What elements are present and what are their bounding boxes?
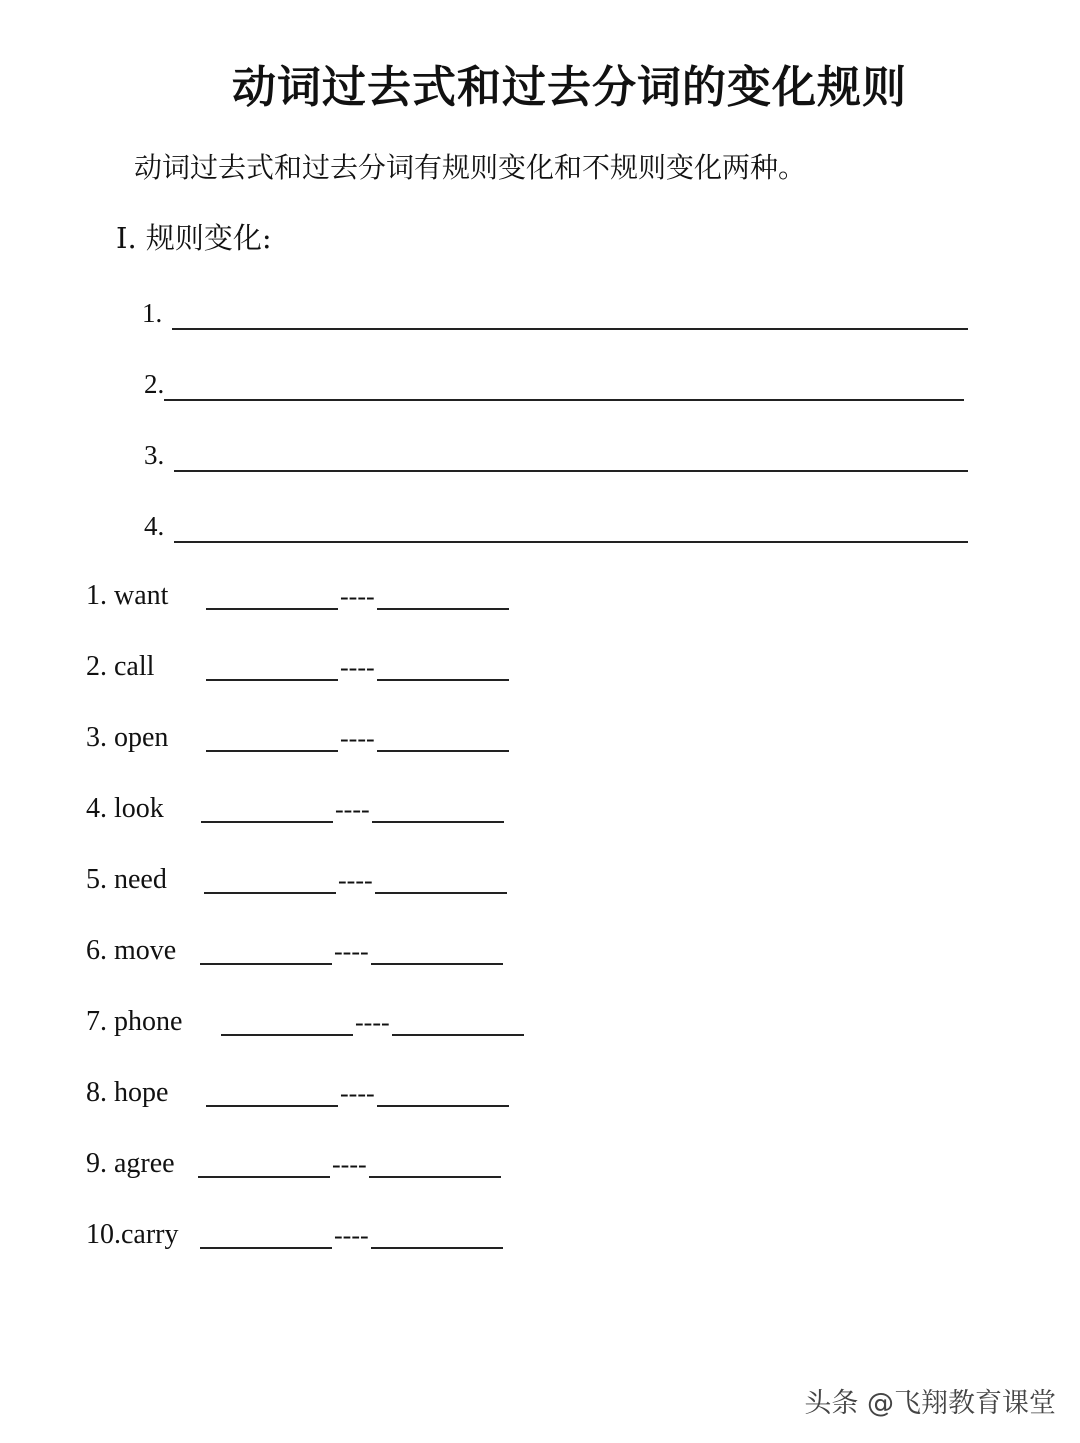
exercise-word: agree (114, 1148, 175, 1179)
exercise-row (86, 789, 646, 829)
watermark: 头条 @飞翔教育课堂 (804, 1388, 1056, 1419)
separator: ---- (340, 1079, 375, 1108)
exercise-answers (198, 1144, 501, 1184)
exercise-row (86, 860, 646, 900)
section-heading: Ⅰ. 规则变化: (116, 221, 272, 255)
rule-blank[interactable] (172, 300, 968, 330)
past-participle-blank[interactable] (372, 797, 504, 823)
separator: ---- (340, 653, 375, 682)
exercise-number: 6. (86, 935, 107, 966)
rule-number: 2. (144, 369, 165, 399)
rule-blank[interactable] (174, 513, 968, 543)
past-participle-blank[interactable] (375, 868, 507, 894)
exercise-number: 1. (86, 580, 107, 611)
exercise-label (86, 1002, 182, 1042)
separator: ---- (334, 937, 369, 966)
exercise-answers (204, 860, 507, 900)
past-participle-blank[interactable] (377, 1081, 509, 1107)
exercise-row (86, 1002, 646, 1042)
rule-line-2[interactable] (144, 361, 964, 401)
exercise-row (86, 1144, 646, 1184)
exercise-answers (200, 931, 503, 971)
exercise-answers (200, 1215, 503, 1255)
rule-blank[interactable] (164, 371, 964, 401)
past-tense-blank[interactable] (200, 939, 332, 965)
exercise-word: move (114, 935, 177, 966)
separator: ---- (334, 1221, 369, 1250)
separator: ---- (340, 582, 375, 611)
past-tense-blank[interactable] (206, 584, 338, 610)
past-participle-blank[interactable] (377, 655, 509, 681)
exercise-number: 7. (86, 1006, 107, 1037)
past-tense-blank[interactable] (200, 1223, 332, 1249)
intro-text: 动词过去式和过去分词有规则变化和不规则变化两种。 (134, 151, 807, 184)
exercise-label (86, 789, 164, 829)
past-participle-blank[interactable] (371, 1223, 503, 1249)
exercise-row (86, 1215, 646, 1255)
past-tense-blank[interactable] (206, 726, 338, 752)
exercise-word: phone (114, 1006, 183, 1037)
exercise-number: 10. (86, 1219, 121, 1250)
exercise-row (86, 1073, 646, 1113)
exercise-label (86, 576, 168, 616)
exercise-row (86, 931, 646, 971)
separator: ---- (338, 866, 373, 895)
past-participle-blank[interactable] (392, 1010, 524, 1036)
exercise-number: 2. (86, 651, 107, 682)
past-tense-blank[interactable] (206, 1081, 338, 1107)
separator: ---- (355, 1008, 390, 1037)
past-tense-blank[interactable] (198, 1152, 330, 1178)
exercise-number: 4. (86, 793, 107, 824)
exercise-number: 3. (86, 722, 107, 753)
exercise-answers (221, 1002, 524, 1042)
exercise-label (86, 860, 167, 900)
exercise-word: carry (121, 1219, 179, 1250)
rule-number: 1. (142, 298, 163, 328)
past-tense-blank[interactable] (206, 655, 338, 681)
past-participle-blank[interactable] (377, 726, 509, 752)
rule-number: 4. (144, 511, 165, 541)
rule-line-3[interactable] (144, 432, 968, 472)
exercise-answers (206, 718, 509, 758)
past-tense-blank[interactable] (201, 797, 333, 823)
separator: ---- (340, 724, 375, 753)
exercise-word: look (114, 793, 164, 824)
past-participle-blank[interactable] (369, 1152, 501, 1178)
exercise-row (86, 718, 646, 758)
past-tense-blank[interactable] (221, 1010, 353, 1036)
exercise-label (86, 931, 176, 971)
exercise-answers (206, 576, 509, 616)
rule-number: 3. (144, 440, 165, 470)
exercise-label (86, 1144, 175, 1184)
exercise-word: open (114, 722, 169, 753)
separator: ---- (332, 1150, 367, 1179)
exercise-word: need (114, 864, 167, 895)
exercise-label (86, 1073, 168, 1113)
exercise-answers (206, 647, 509, 687)
page-title: 动词过去式和过去分词的变化规则 (232, 62, 907, 113)
past-participle-blank[interactable] (371, 939, 503, 965)
exercise-number: 8. (86, 1077, 107, 1108)
rule-blank[interactable] (174, 442, 968, 472)
exercise-label (86, 1215, 179, 1255)
exercise-word: call (114, 651, 155, 682)
exercise-word: hope (114, 1077, 169, 1108)
exercise-number: 5. (86, 864, 107, 895)
past-tense-blank[interactable] (204, 868, 336, 894)
exercise-word: want (114, 580, 169, 611)
exercise-answers (206, 1073, 509, 1113)
rule-line-4[interactable] (144, 503, 968, 543)
exercise-row (86, 647, 646, 687)
rule-line-1[interactable] (142, 290, 968, 330)
exercise-row (86, 576, 646, 616)
exercise-answers (201, 789, 504, 829)
exercise-label (86, 647, 154, 687)
past-participle-blank[interactable] (377, 584, 509, 610)
exercise-number: 9. (86, 1148, 107, 1179)
exercise-label (86, 718, 168, 758)
separator: ---- (335, 795, 370, 824)
